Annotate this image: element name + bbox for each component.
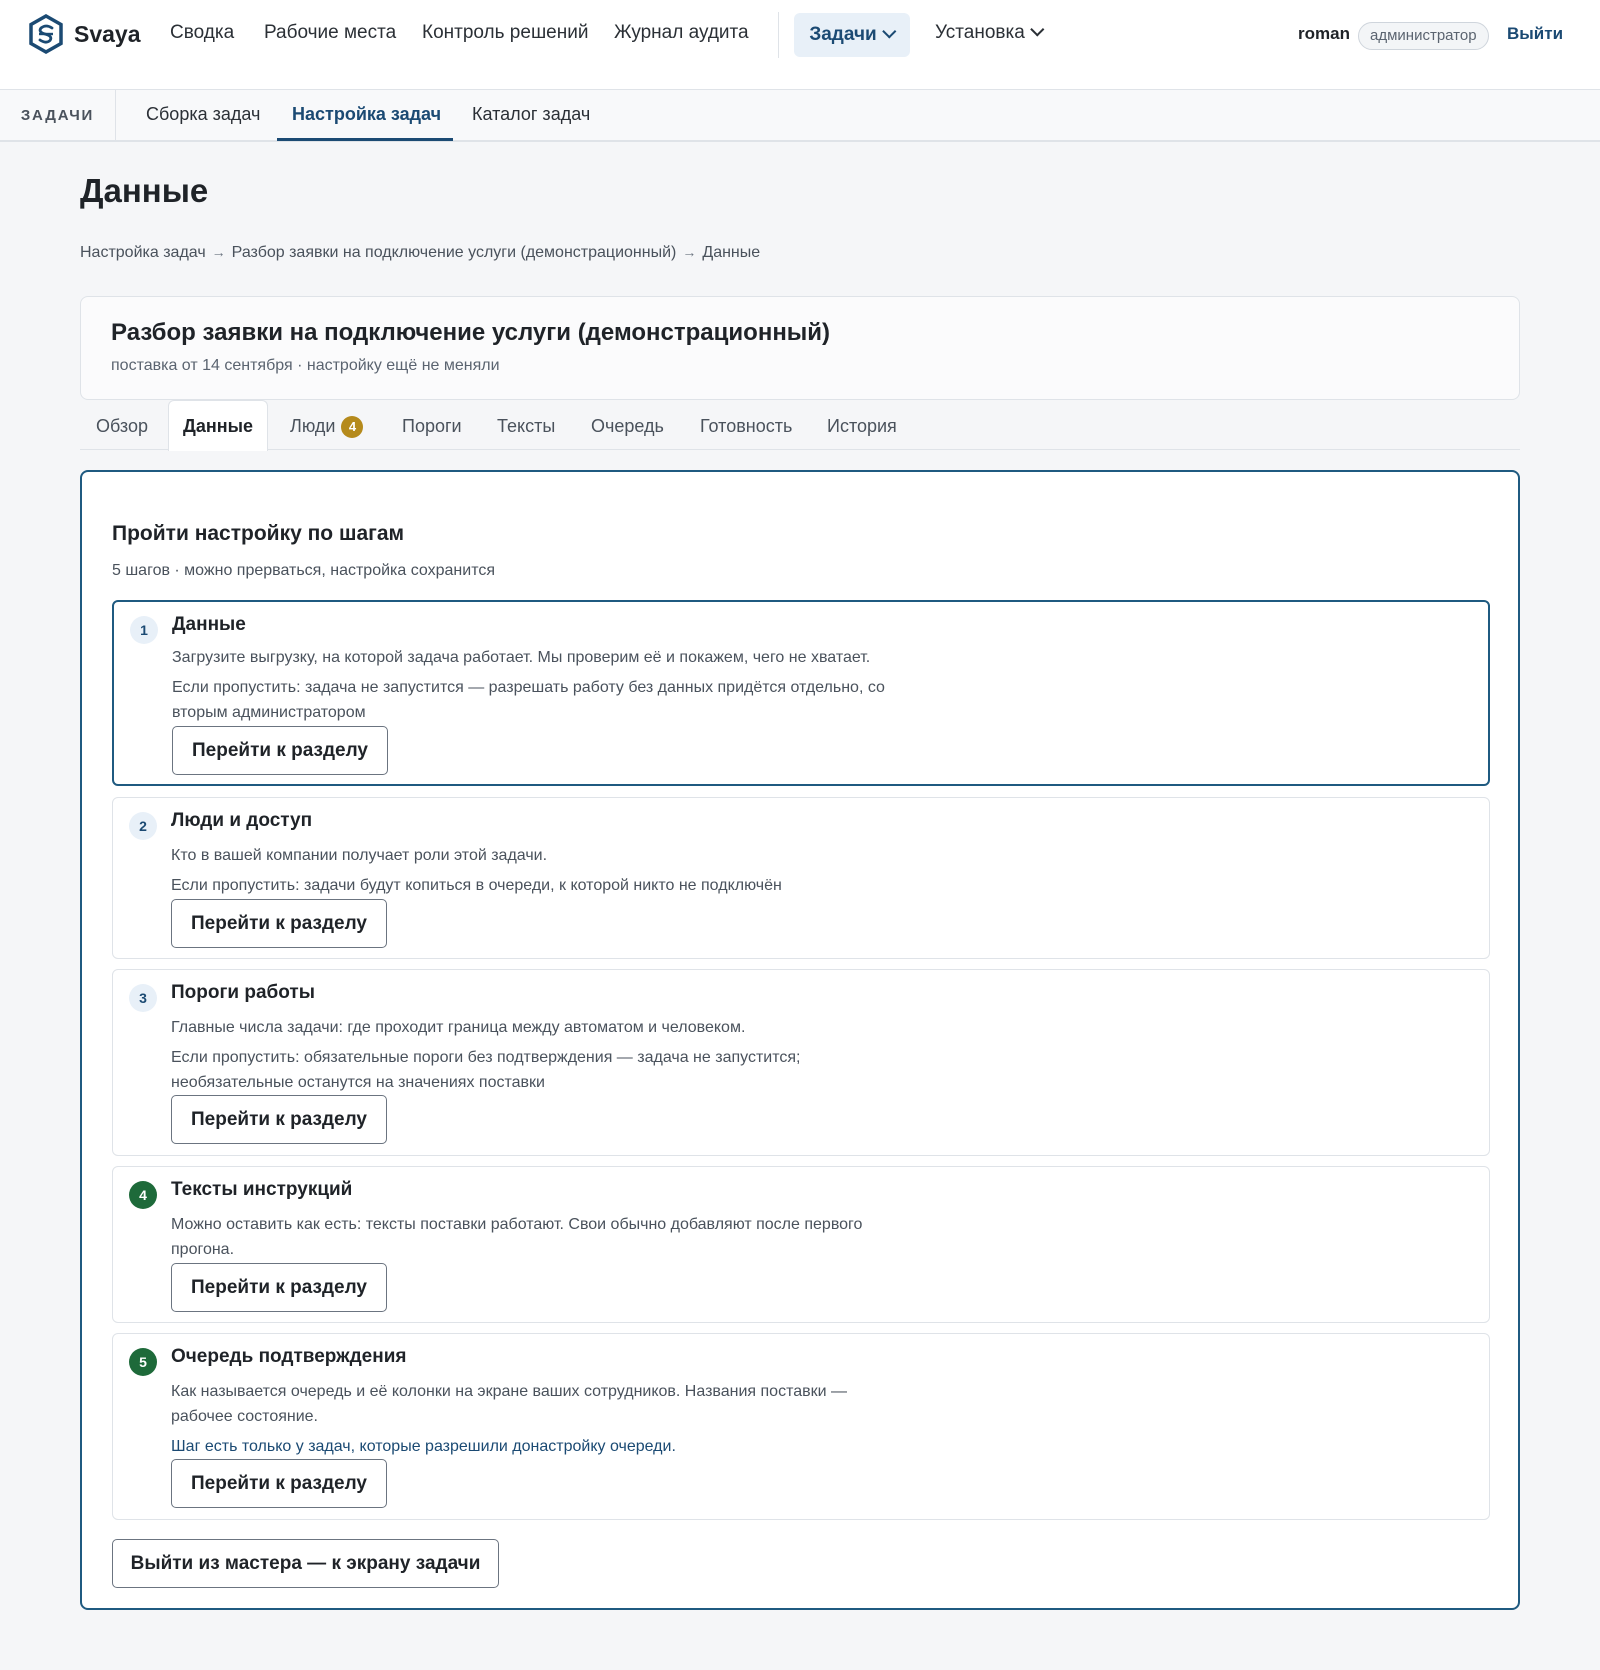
step-number: 5 (129, 1348, 157, 1376)
task-header-card (80, 296, 1520, 400)
go-to-section-button[interactable]: Перейти к разделу (172, 726, 388, 775)
chevron-down-icon (882, 24, 896, 38)
subtab-task-catalog[interactable]: Каталог задач (472, 104, 591, 124)
tab-history[interactable]: История (827, 416, 897, 436)
wizard-step (112, 600, 1490, 786)
nav-tasks-menu[interactable] (794, 13, 910, 57)
step-title: Люди и доступ (171, 810, 313, 831)
tab-thresholds[interactable]: Пороги (402, 416, 462, 436)
step-number: 2 (129, 812, 157, 840)
nav-audit-log[interactable]: Журнал аудита (614, 22, 749, 43)
tabs-divider (80, 449, 1520, 450)
logout-link[interactable]: Выйти (1507, 24, 1564, 43)
step-skip-note: Если пропустить: задачи будут копиться в очереди, к которой никто не подключён (171, 877, 782, 894)
breadcrumb (80, 244, 760, 262)
wizard-subtitle: 5 шагов · можно прерваться, настройка сохранится (112, 562, 495, 579)
wizard-step (112, 1333, 1490, 1520)
exit-wizard-button[interactable]: Выйти из мастера — к экрану задачи (112, 1539, 499, 1588)
page-title: Данные (80, 172, 209, 209)
svaya-logo-icon (28, 14, 64, 54)
step-description: Загрузите выгрузку, на которой задача работает. Мы проверим её и покажем, чего не хватает. (172, 649, 871, 666)
breadcrumb-item-task[interactable]: Разбор заявки на подключение услуги (демонстрационный) (231, 244, 677, 261)
subtab-task-build[interactable]: Сборка задач (146, 104, 261, 124)
tab-data[interactable]: Данные (168, 400, 268, 451)
task-title: Разбор заявки на подключение услуги (демонстрационный) (111, 319, 831, 346)
step-description: Как называется очередь и её колонки на экране ваших сотрудников. Названия поставки — рабочее состояние. (171, 1383, 848, 1425)
step-title: Очередь подтверждения (171, 1346, 407, 1367)
task-subtitle: поставка от 14 сентября · настройку ещё не меняли (111, 357, 500, 374)
nav-decision-control[interactable]: Контроль решений (422, 22, 589, 43)
go-to-section-button[interactable]: Перейти к разделу (171, 1459, 387, 1508)
nav-setup-menu[interactable] (935, 22, 1043, 44)
step-description: Главные числа задачи: где проходит граница между автоматом и человеком. (171, 1019, 746, 1036)
brand-logo[interactable] (28, 14, 141, 54)
tab-overview[interactable]: Обзор (96, 416, 148, 436)
brand-name: Svaya (74, 20, 141, 47)
subtab-task-setup[interactable]: Настройка задач (292, 104, 442, 124)
sub-nav (0, 90, 1600, 142)
go-to-section-button[interactable]: Перейти к разделу (171, 1263, 387, 1312)
nav-summary[interactable]: Сводка (170, 22, 235, 43)
tab-readiness[interactable]: Готовность (700, 416, 793, 436)
user-name: roman (1298, 24, 1350, 43)
role-badge: администратор (1358, 22, 1489, 50)
step-skip-note: Если пропустить: задача не запустится — разрешать работу без данных придётся отдельно, со вторым администратором (172, 679, 885, 721)
people-count-badge: 4 (341, 416, 363, 438)
chevron-down-icon (1030, 22, 1044, 36)
setup-wizard-panel (80, 470, 1520, 1610)
active-subtab-indicator (277, 138, 453, 141)
step-description: Кто в вашей компании получает роли этой задачи. (171, 847, 548, 864)
step-number: 1 (130, 616, 158, 644)
step-title: Пороги работы (171, 982, 315, 1003)
step-skip-note: Если пропустить: обязательные пороги без подтверждения — задача не запустится; необязательные останутся на значениях поставки (171, 1049, 801, 1091)
nav-setup-label: Установка (935, 22, 1025, 43)
wizard-step (112, 969, 1490, 1156)
wizard-step (112, 797, 1490, 959)
tab-texts[interactable]: Тексты (497, 416, 556, 436)
tab-people-label: Люди (290, 416, 336, 436)
wizard-title: Пройти настройку по шагам (112, 522, 405, 545)
step-title: Данные (172, 614, 246, 635)
nav-workplaces[interactable]: Рабочие места (264, 22, 397, 43)
top-bar (0, 0, 1600, 90)
breadcrumb-item-current: Данные (702, 244, 761, 261)
step-number: 3 (129, 984, 157, 1012)
subnav-section-title: ЗАДАЧИ (0, 90, 116, 140)
tab-people[interactable] (290, 416, 363, 438)
step-title: Тексты инструкций (171, 1179, 353, 1200)
breadcrumb-arrow-icon: → (211, 244, 226, 260)
wizard-step (112, 1166, 1490, 1323)
go-to-section-button[interactable]: Перейти к разделу (171, 899, 387, 948)
breadcrumb-item-task-setup[interactable]: Настройка задач (80, 244, 206, 261)
go-to-section-button[interactable]: Перейти к разделу (171, 1095, 387, 1144)
breadcrumb-arrow-icon: → (682, 244, 697, 260)
step-number: 4 (129, 1181, 157, 1209)
nav-tasks-label: Задачи (809, 24, 877, 45)
nav-divider (778, 12, 779, 58)
tab-queue[interactable]: Очередь (591, 416, 664, 436)
step-info-note: Шаг есть только у задач, которые разрешили донастройку очереди. (171, 1438, 676, 1455)
step-description: Можно оставить как есть: тексты поставки работают. Свои обычно добавляют после первого прогона. (171, 1216, 863, 1258)
